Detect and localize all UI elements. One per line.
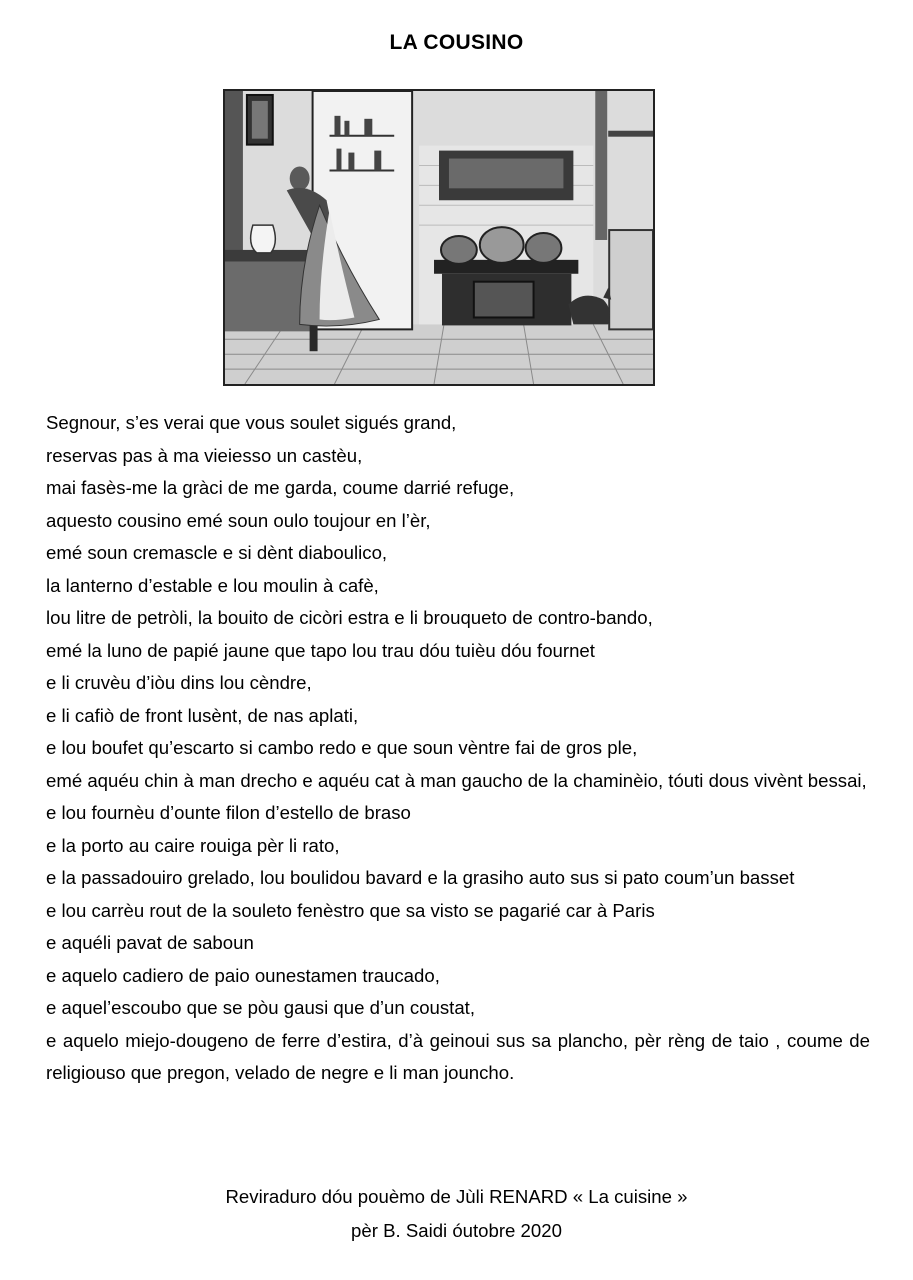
poem-line: emé soun cremascle e si dènt diaboulico, xyxy=(46,542,388,563)
credit-block xyxy=(0,1180,913,1248)
poem-line: e aquéli pavat de saboun xyxy=(46,932,254,953)
poem-line: e la porto au caire rouiga pèr li rato, xyxy=(46,834,340,856)
kitchen-engraving-image xyxy=(225,91,653,384)
poem-line: reservas pas à ma vieiesso un castèu, xyxy=(46,444,363,466)
poem-line: Segnour, s’es verai que vous soulet sigués grand, xyxy=(46,412,457,433)
page-title: LA COUSINO xyxy=(389,31,524,54)
poem-body xyxy=(46,407,870,1090)
poem-line: e lou boufet qu’escarto si cambo redo e que soun vèntre fai de gros ple, xyxy=(46,737,638,758)
poem-line: mai fasès-me la gràci de me garda, coume darrié refuge, xyxy=(46,477,515,498)
poem-line: e li cafiò de front lusènt, de nas aplati, xyxy=(46,704,359,726)
credit-author-date: pèr B. Saidi óutobre 2020 xyxy=(351,1220,562,1241)
poem-line: e li cruvèu d’iòu dins lou cèndre, xyxy=(46,672,312,693)
poem-line: aquesto cousino emé soun oulo toujour en l’èr, xyxy=(46,509,431,531)
poem-line: e aquelo cadiero de paio ounestamen traucado, xyxy=(46,964,440,986)
poem-line: e la passadouiro grelado, lou boulidou bavard e la grasiho auto sus si pato coum’un basset xyxy=(46,867,795,888)
credit-source: Reviraduro dóu pouèmo de Jùli RENARD « La cuisine » xyxy=(225,1186,688,1207)
kitchen-illustration xyxy=(223,89,655,386)
poem-line: emé la luno de papié jaune que tapo lou trau dóu tuièu dóu fournet xyxy=(46,639,595,661)
poem-line: emé aquéu chin à man drecho e aquéu cat à man gaucho de la chaminèio, tóuti dous vivènt bessai, xyxy=(46,769,867,791)
poem-line: la lanterno d’estable e lou moulin à cafè, xyxy=(46,574,379,596)
poem-line: e lou fournèu d’ounte filon d’estello de braso xyxy=(46,802,411,823)
poem-line: e aquel’escoubo que se pòu gausi que d’un coustat, xyxy=(46,997,476,1018)
poem-line: e lou carrèu rout de la souleto fenèstro que sa visto se pagarié car à Paris xyxy=(46,899,655,921)
poem-line: lou litre de petròli, la bouito de cicòri estra e li brouqueto de contro-bando, xyxy=(46,607,653,628)
poem-line: e aquelo miejo-dougeno de ferre d’estira, d’à geinoui sus sa plancho, pèr rèng de taio , coume de religiouso que pregon, velado de negre e li man jouncho. xyxy=(46,1029,870,1083)
